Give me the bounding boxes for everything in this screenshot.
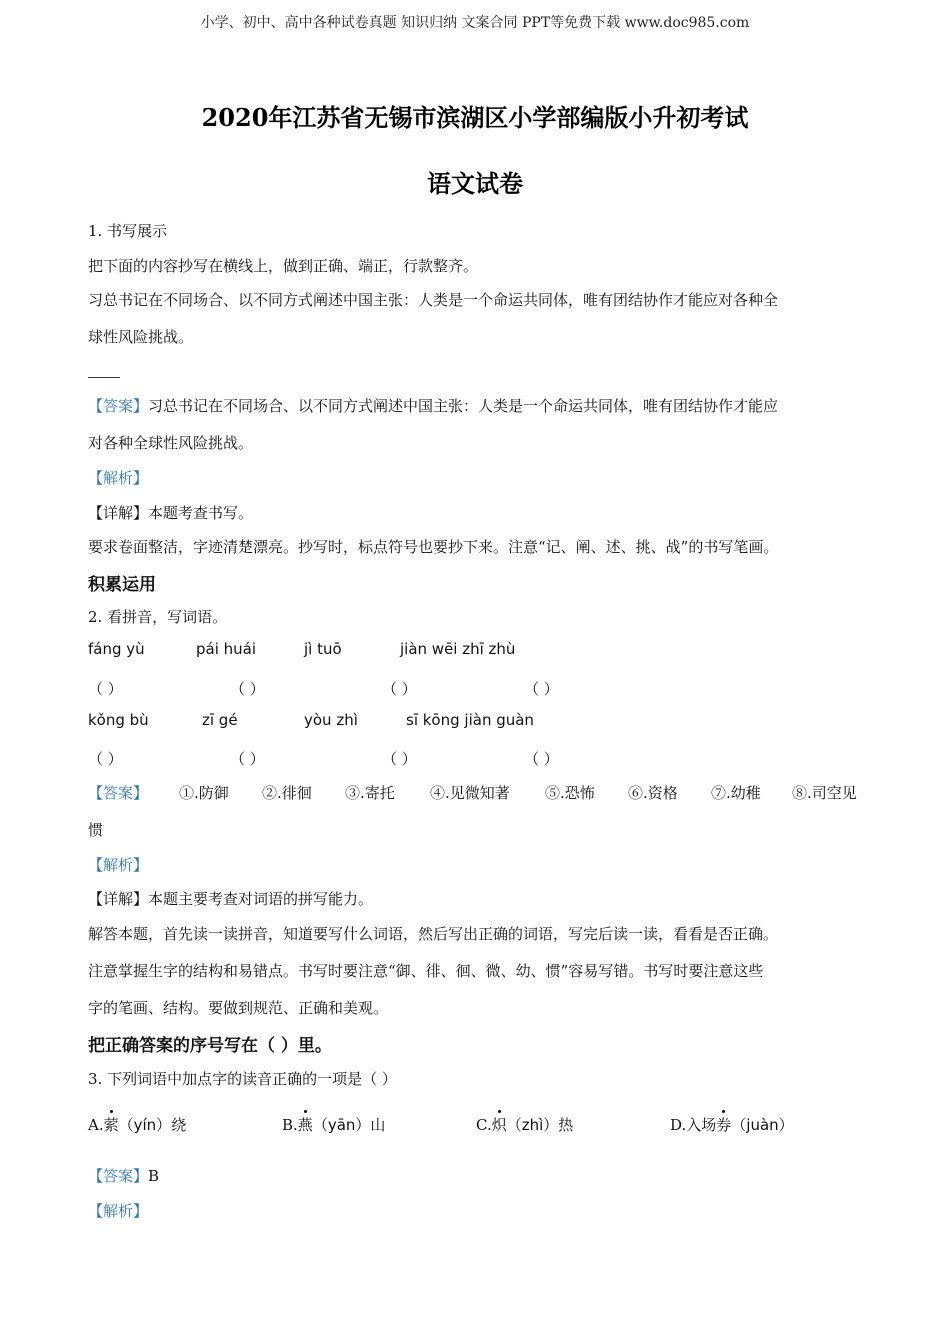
- answer-paren-7: （ ）: [382, 750, 417, 768]
- q2-answer-8: ⑧.司空见: [792, 784, 857, 802]
- q2-answer-tag: 【答案】: [88, 784, 149, 802]
- q1-answer-rule: [88, 377, 120, 378]
- option-label: D.: [670, 1116, 687, 1134]
- q2-analysis-tag: 【解析】: [88, 856, 149, 874]
- answer-paren-5: （ ）: [88, 750, 123, 768]
- answer-paren-2: （ ）: [230, 680, 265, 698]
- q2-answer-2: ②.徘徊: [262, 784, 312, 802]
- q1-answer-tag: 【答案】: [88, 397, 149, 415]
- dotted-char: 萦: [103, 1116, 119, 1134]
- option-pinyin: （yín）: [118, 1116, 172, 1134]
- q2-explain-3: 字的笔画、结构。要做到规范、正确和美观。: [88, 999, 389, 1017]
- answer-paren-1: （ ）: [88, 680, 123, 698]
- option-pinyin: （juàn）: [731, 1116, 794, 1134]
- q1-answer-line1: 习总书记在不同场合、以不同方式阐述中国主张：人类是一个命运共同体，唯有团结协作才能应: [148, 397, 779, 415]
- section-accumulate: 积累运用: [88, 575, 156, 595]
- option-post: 绕: [171, 1116, 187, 1134]
- q2-answer-7: ⑦.幼稚: [711, 784, 761, 802]
- q2-number: 2. 看拼音，写词语。: [88, 608, 228, 626]
- option-label: B.: [282, 1116, 298, 1134]
- pinyin-7: yòu zhì: [304, 711, 358, 729]
- q2-answer-4: ④.见微知著: [430, 784, 510, 802]
- dotted-char: 炽: [491, 1116, 507, 1134]
- pinyin-1: fáng yù: [88, 640, 145, 658]
- q1-explain: 要求卷面整洁，字迹清楚漂亮。抄写时，标点符号也要抄下来。注意“记、阐、述、挑、战”的书写笔画。: [88, 538, 779, 556]
- q2-explain-2: 注意掌握生字的结构和易错点。书写时要注意“御、徘、徊、微、幼、惯”容易写错。书写时要注意这些: [88, 962, 764, 980]
- answer-paren-6: （ ）: [230, 750, 265, 768]
- page-header: 小学、初中、高中各种试卷真题 知识归纳 文案合同 PPT等免费下载 www.doc985.com: [200, 15, 750, 31]
- pinyin-8: sī kōng jiàn guàn: [406, 711, 534, 729]
- q2-answer-5: ⑤.恐怖: [545, 784, 595, 802]
- option-post: 山: [370, 1116, 386, 1134]
- q2-answer-cont: 惯: [88, 821, 104, 839]
- option-pinyin: （yān）: [312, 1116, 371, 1134]
- page-subtitle: 语文试卷: [427, 169, 523, 198]
- option-pinyin: （zhì）: [506, 1116, 559, 1134]
- q3-number: 3. 下列词语中加点字的读音正确的一项是（ ）: [88, 1070, 397, 1088]
- q3-option-b: [282, 1114, 385, 1135]
- q1-text-line2: 球性风险挑战。: [88, 328, 194, 346]
- q1-analysis-tag: 【解析】: [88, 469, 149, 487]
- q3-answer-tag: 【答案】: [88, 1167, 149, 1185]
- q1-answer-line2: 对各种全球性风险挑战。: [88, 434, 254, 452]
- answer-paren-8: （ ）: [524, 750, 559, 768]
- q3-analysis-tag: 【解析】: [88, 1202, 149, 1220]
- q2-answer-6: ⑥.资格: [628, 784, 678, 802]
- q1-detail-text: 本题考查书写。: [148, 504, 254, 522]
- option-label: A.: [88, 1116, 104, 1134]
- answer-paren-4: （ ）: [524, 680, 559, 698]
- q3-option-c: [476, 1114, 573, 1135]
- q3-option-d: [670, 1114, 794, 1135]
- q3-answer-value: B: [148, 1167, 160, 1185]
- q2-answer-3: ③.寄托: [345, 784, 395, 802]
- dotted-char: 燕: [297, 1116, 313, 1134]
- q1-detail: [88, 502, 253, 523]
- pinyin-4: jiàn wēi zhī zhù: [400, 640, 516, 658]
- dotted-char: 券: [716, 1116, 732, 1134]
- option-pre: 入场: [686, 1116, 717, 1134]
- q2-detail: [88, 888, 373, 909]
- q3-option-a: [88, 1114, 186, 1135]
- option-post: 热: [558, 1116, 574, 1134]
- pinyin-5: kǒng bù: [88, 711, 149, 729]
- q2-detail-tag: 【详解】: [88, 890, 149, 908]
- q1-instruction: 把下面的内容抄写在横线上，做到正确、端正，行款整齐。: [88, 257, 479, 275]
- q1-detail-tag: 【详解】: [88, 504, 149, 522]
- q1-text-line1: 习总书记在不同场合、以不同方式阐述中国主张：人类是一个命运共同体，唯有团结协作才能应对各种全: [88, 291, 779, 309]
- q2-detail-text: 本题主要考查对词语的拼写能力。: [148, 890, 374, 908]
- q1-answer: [88, 395, 778, 416]
- page-title: 2020年江苏省无锡市滨湖区小学部编版小升初考试: [201, 103, 749, 132]
- q2-explain-1: 解答本题，首先读一读拼音，知道要写什么词语，然后写出正确的词语，写完后读一读，看看是否正确。: [88, 925, 779, 943]
- q3-answer: [88, 1165, 159, 1186]
- answer-paren-3: （ ）: [382, 680, 417, 698]
- pinyin-6: zī gé: [202, 711, 238, 729]
- q1-number: 1. 书写展示: [88, 222, 168, 240]
- pinyin-3: jì tuō: [304, 640, 342, 658]
- pinyin-2: pái huái: [196, 640, 257, 658]
- option-label: C.: [476, 1116, 492, 1134]
- section-choice: 把正确答案的序号写在（ ）里。: [88, 1036, 332, 1056]
- q2-answer-1: ①.防御: [179, 784, 229, 802]
